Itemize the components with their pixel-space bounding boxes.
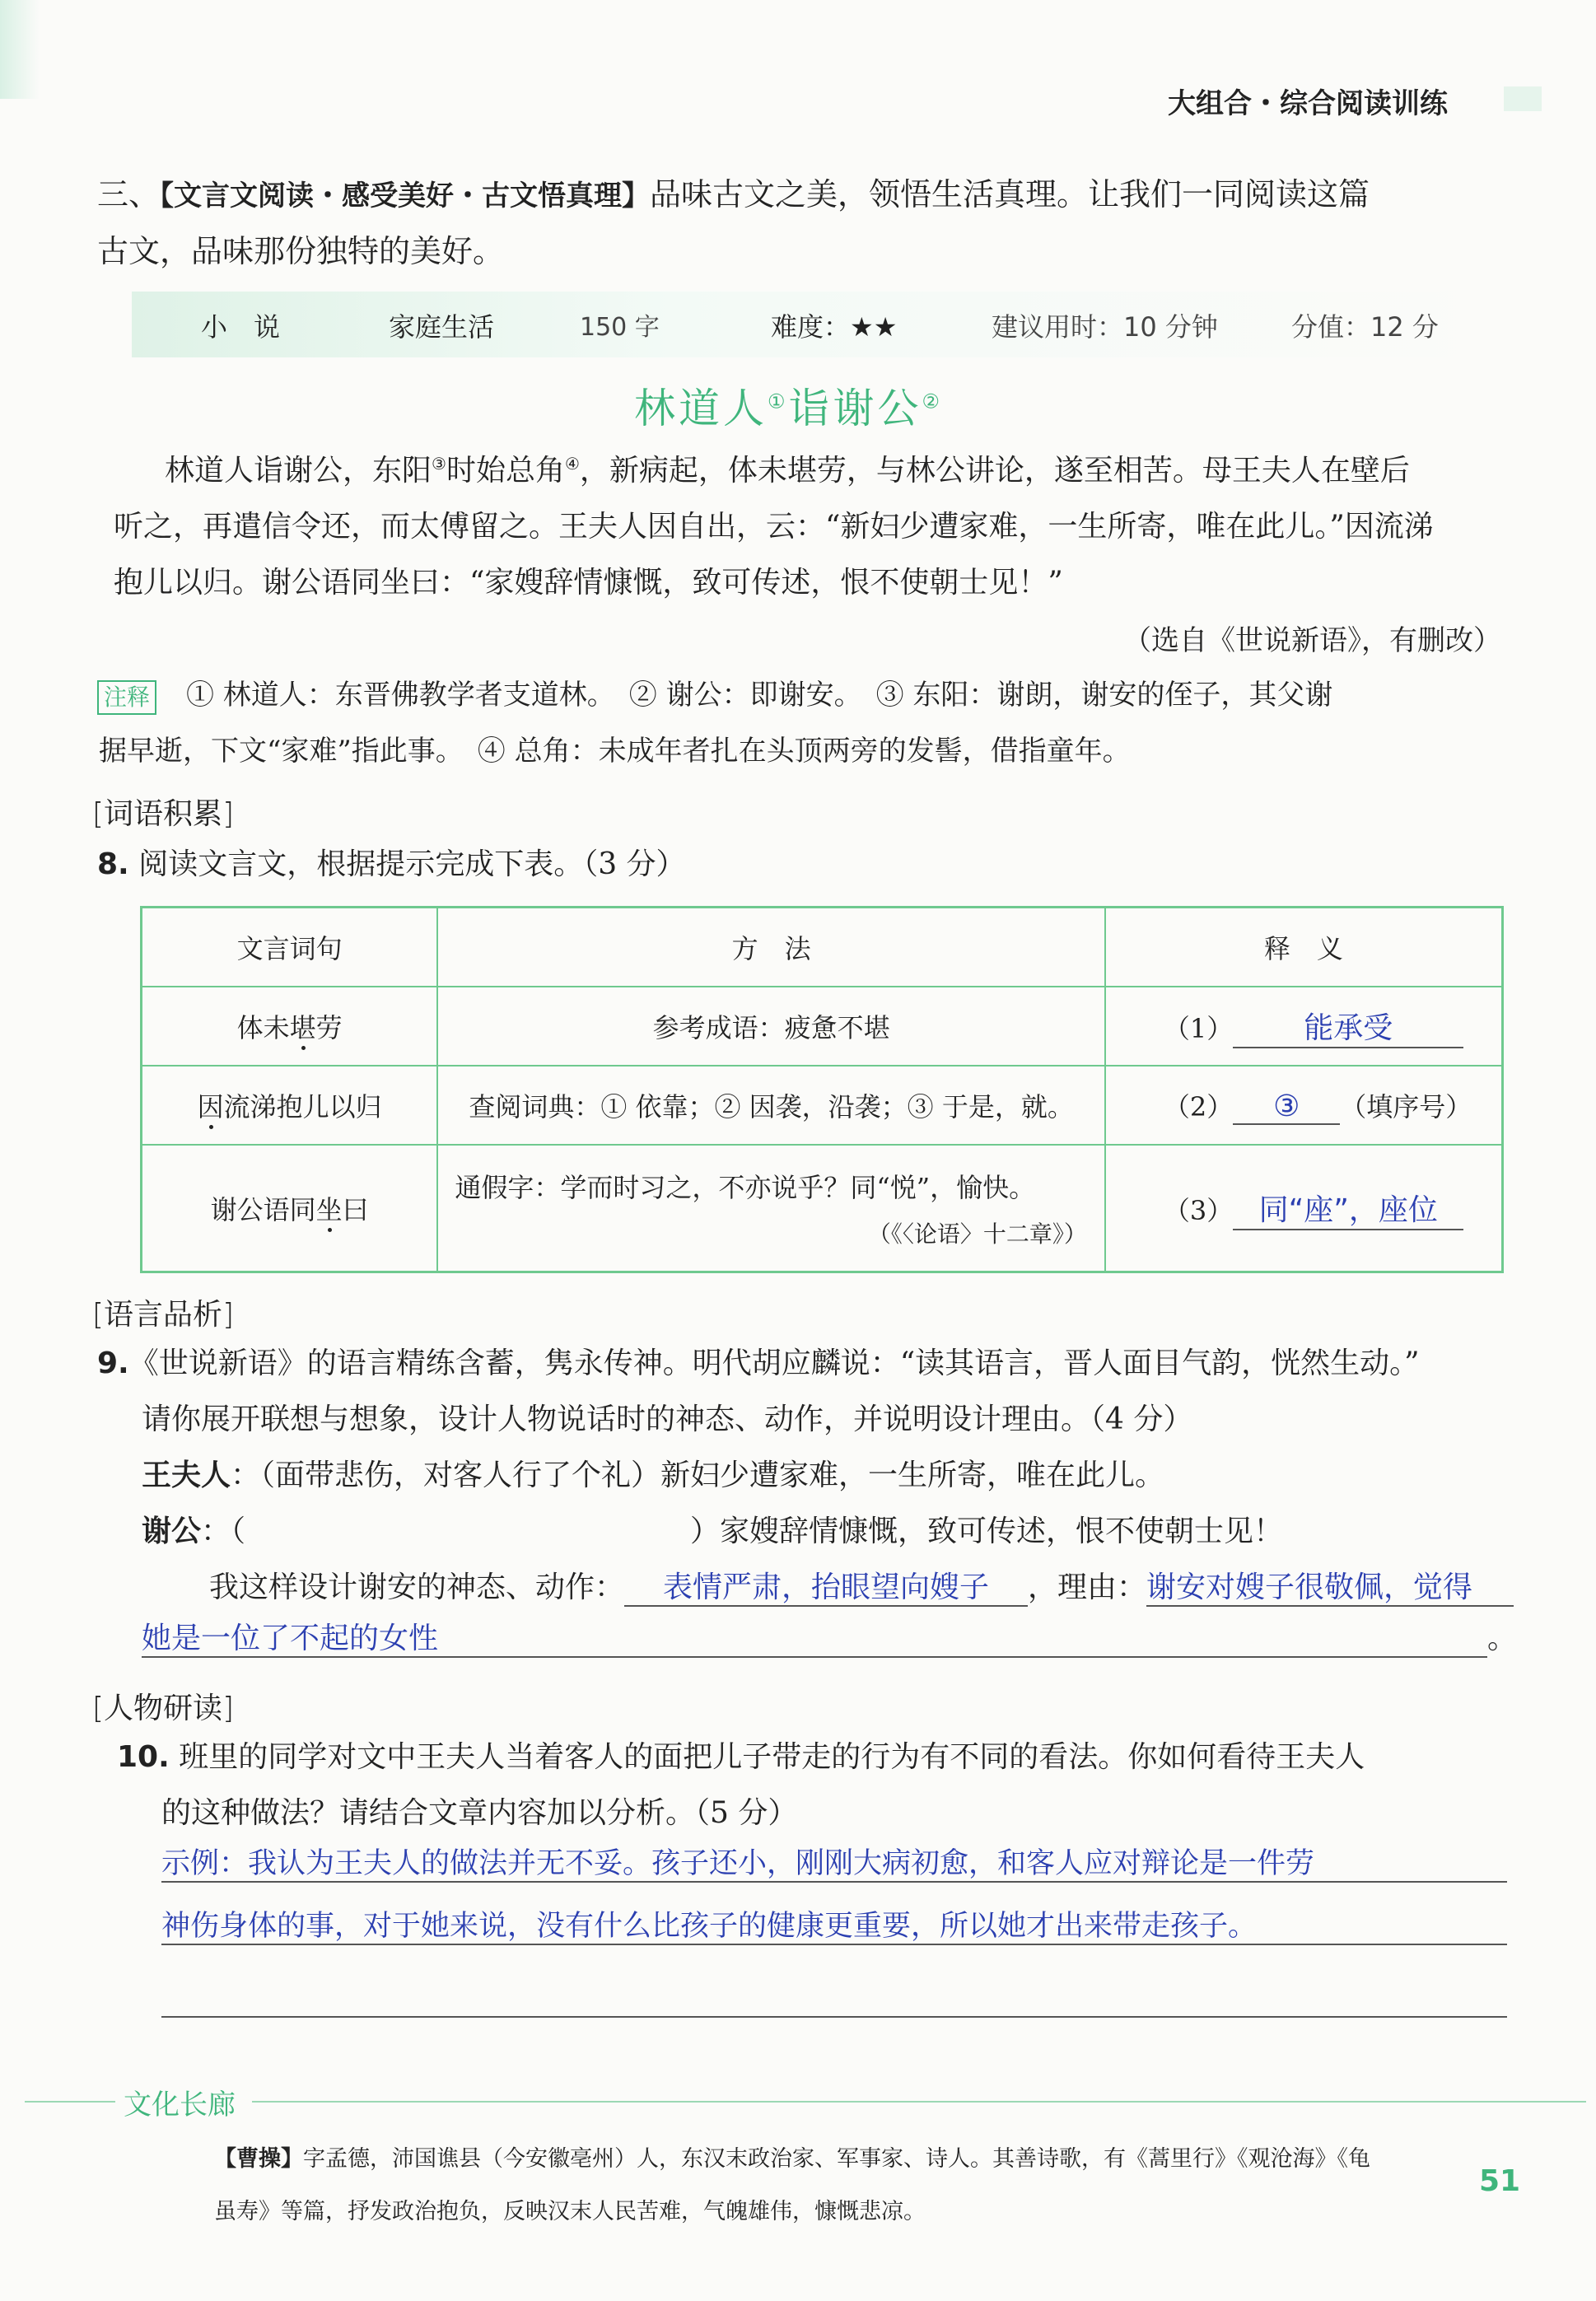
end-mark: 。 [1487,1622,1518,1655]
meaning-cell [1105,987,1503,1066]
reason-prefix: ，理由： [1028,1571,1147,1604]
method-cell: 查阅词典：① 依靠；② 因袭，沿袭；③ 于是，就。 [437,1066,1105,1145]
xie-open-paren: ：（ [201,1515,246,1548]
wang-text: ：（面带悲伤，对客人行了个礼）新妇少遭家难，一生所寄，唯在此儿。 [231,1459,1165,1492]
wang-label: 王夫人 [142,1459,231,1492]
q10-line1 [117,1739,1365,1775]
phrase-text: 曰 [342,1194,369,1225]
phrase-cell [142,987,438,1066]
footer-divider-right [252,2101,1586,2103]
q10-answer-line1: 示例：我认为王夫人的做法并无不妥。孩子还小，刚刚大病初愈，和客人应对辩论是一件劳 [161,1846,1507,1883]
section-character-label: 人物研读 [104,1692,223,1725]
q8-table [140,906,1504,1273]
method-cell [437,1145,1105,1272]
cao-tag: 【曹操】 [214,2146,303,2172]
passage-line2: 听之，再遣信令还，而太傅留之。王夫人因自出，云：“新妇少遭家难，一生所寄，唯在此儿。”因流涕 [114,510,1434,544]
reason-answer-continued: 她是一位了不起的女性 [142,1621,1487,1658]
q10-number: 10. [117,1740,170,1774]
phrase-text: 劳 [315,1012,343,1043]
passage-note-3: ③ [432,454,446,474]
notes-line1: ① 林道人：东晋佛教学者支道林。 ② 谢公：即谢安。 ③ 东阳：谢朗，谢安的侄子，其父谢 [186,679,1333,712]
info-difficulty [771,306,897,344]
q9-line2: 请你展开联想与想象，设计人物说话时的神态、动作，并说明设计理由。（4 分） [142,1403,1193,1436]
q9-wang-line [142,1458,1164,1493]
table-header: 方 法 [437,908,1105,987]
table-row [142,987,1503,1066]
table-header: 文言词句 [142,908,438,987]
info-score: 分值：12 分 [1291,311,1439,343]
phrase-text: 体未 [236,1012,290,1043]
section-language-label: 语言品析 [104,1298,223,1332]
q8-number: 8. [97,847,129,881]
passage-p1b: 时始总角 [446,454,565,488]
meaning-cell [1105,1066,1503,1145]
phrase-key-char: 坐 [315,1194,343,1225]
q10-text: 班里的同学对文中王夫人当着客人的面把儿子带走的行为有不同的看法。你如何看待王夫人 [179,1740,1365,1774]
q8-text: 阅读文言文，根据提示完成下表。（3 分） [138,847,686,881]
q9-design-line [209,1570,1514,1607]
answer-suffix: （填序号） [1340,1090,1472,1122]
method-cell: 参考成语：疲惫不堪 [437,987,1105,1066]
answer-index: （2） [1163,1090,1234,1122]
answer-handwritten: ③ [1233,1090,1340,1125]
q9-line1 [97,1346,1420,1381]
section-number: 三、 [97,176,161,212]
method-source: （《〈论语〉十二章》） [867,1221,1087,1248]
phrase-text: 谢公语同 [210,1194,316,1225]
section-character [92,1685,234,1727]
phrase-text: 流涕抱儿以归 [223,1091,382,1122]
phrase-key-char: 因 [197,1091,224,1122]
answer-handwritten: 同“座”，座位 [1233,1187,1463,1230]
series-title: 大组合・综合阅读训练 [1168,87,1448,120]
difficulty-label: 难度： [771,311,851,343]
notes-line2: 据早逝，下文“家难”指此事。 ④ 总角：未成年者扎在头顶两旁的发髻，借指童年。 [99,735,1131,768]
notes-tag: 注释 [97,680,156,715]
intro-line1: 品味古文之美，领悟生活真理。让我们一同阅读这篇 [650,176,1370,212]
section-three-intro [97,176,1370,214]
passage-title [634,376,943,435]
passage-line1 [165,453,1410,488]
info-suggested-time: 建议用时：10 分钟 [992,311,1218,343]
reason-answer: 谢安对嫂子很敬佩，觉得 [1146,1570,1514,1607]
q10-line2: 的这种做法？请结合文章内容加以分析。（5 分） [161,1796,798,1830]
title-note-2: ② [922,390,944,413]
q10-answer-line2: 神伤身体的事，对于她来说，没有什么比孩子的健康更重要，所以她才出来带走孩子。 [161,1909,1507,1945]
footer-cao-line1 [214,2146,1370,2173]
xie-text: ）家嫂辞情慷慨，致可传述，恨不使朝士见！ [690,1515,1284,1548]
page-number: 51 [1479,2164,1521,2198]
header-accent-block [1504,86,1542,111]
table-row [142,1066,1503,1145]
intro-line2: 古文，品味那份独特的美好。 [97,233,505,269]
q9-text: 《世说新语》的语言精练含蓄，隽永传神。明代胡应麟说：“读其语言，晋人面目气韵，恍然生动。” [128,1347,1420,1380]
title-note-1: ① [768,390,789,413]
q10-blank-line[interactable] [161,2016,1507,2018]
passage-p1c: ，新病起，体未堪劳，与林公讲论，遂至相苦。母王夫人在壁后 [579,454,1410,488]
info-theme: 家庭生活 [389,311,495,343]
table-row [142,1145,1503,1272]
difficulty-stars: ★★ [850,311,898,343]
footer-cao-line2: 虽寿》等篇，抒发政治抱负，反映汉末人民苦难，气魄雄伟，慷慨悲凉。 [214,2199,926,2224]
footer-divider-left [25,2101,115,2103]
answer-index: （1） [1163,1012,1234,1044]
method-text: 通假字：学而时习之，不亦说乎？同“悦”，愉快。 [455,1172,1036,1203]
q9-reason-line2 [142,1621,1517,1658]
phrase-cell [142,1145,438,1272]
design-answer: 表情严肃，抬眼望向嫂子 [624,1570,1028,1607]
info-genre: 小 说 [201,311,281,343]
section-language [92,1291,234,1333]
phrase-cell [142,1066,438,1145]
q9-xie-line [142,1514,1283,1549]
answer-index: （3） [1163,1194,1234,1226]
passage-p1a: 林道人诣谢公，东阳 [165,454,432,488]
phrase-key-char: 堪 [289,1012,316,1043]
title-part-a: 林道人 [634,385,768,432]
q9-number: 9. [97,1347,129,1380]
table-header-row [142,908,1503,987]
title-part-b: 诣谢公 [788,385,922,432]
design-prefix: 我这样设计谢安的神态、动作： [209,1571,625,1604]
section-bracket-title: 【文言文阅读・感受美好・古文悟真理】 [160,180,651,212]
info-word-count: 150 字 [580,313,660,342]
left-edge-decoration [0,0,40,99]
section-vocab [92,791,234,833]
xie-label: 谢公 [142,1515,202,1548]
meaning-cell [1105,1145,1503,1272]
passage-note-4: ④ [564,454,580,474]
q8-prompt [97,847,686,882]
cao-text: 字孟德，沛国谯县（今安徽亳州）人，东汉末政治家、军事家、诗人。其善诗歌，有《蒿里行》《观沧海》《龟 [303,2146,1370,2172]
passage-line3: 抱儿以归。谢公语同坐曰：“家嫂辞情慷慨，致可传述，恨不使朝士见！” [114,566,1063,600]
footer-corridor-label: 文化长廊 [124,2089,236,2121]
answer-handwritten: 能承受 [1233,1005,1463,1048]
passage-source: （选自《世说新语》，有删改） [1123,624,1501,657]
section-vocab-label: 词语积累 [104,797,223,831]
table-header: 释 义 [1105,908,1503,987]
